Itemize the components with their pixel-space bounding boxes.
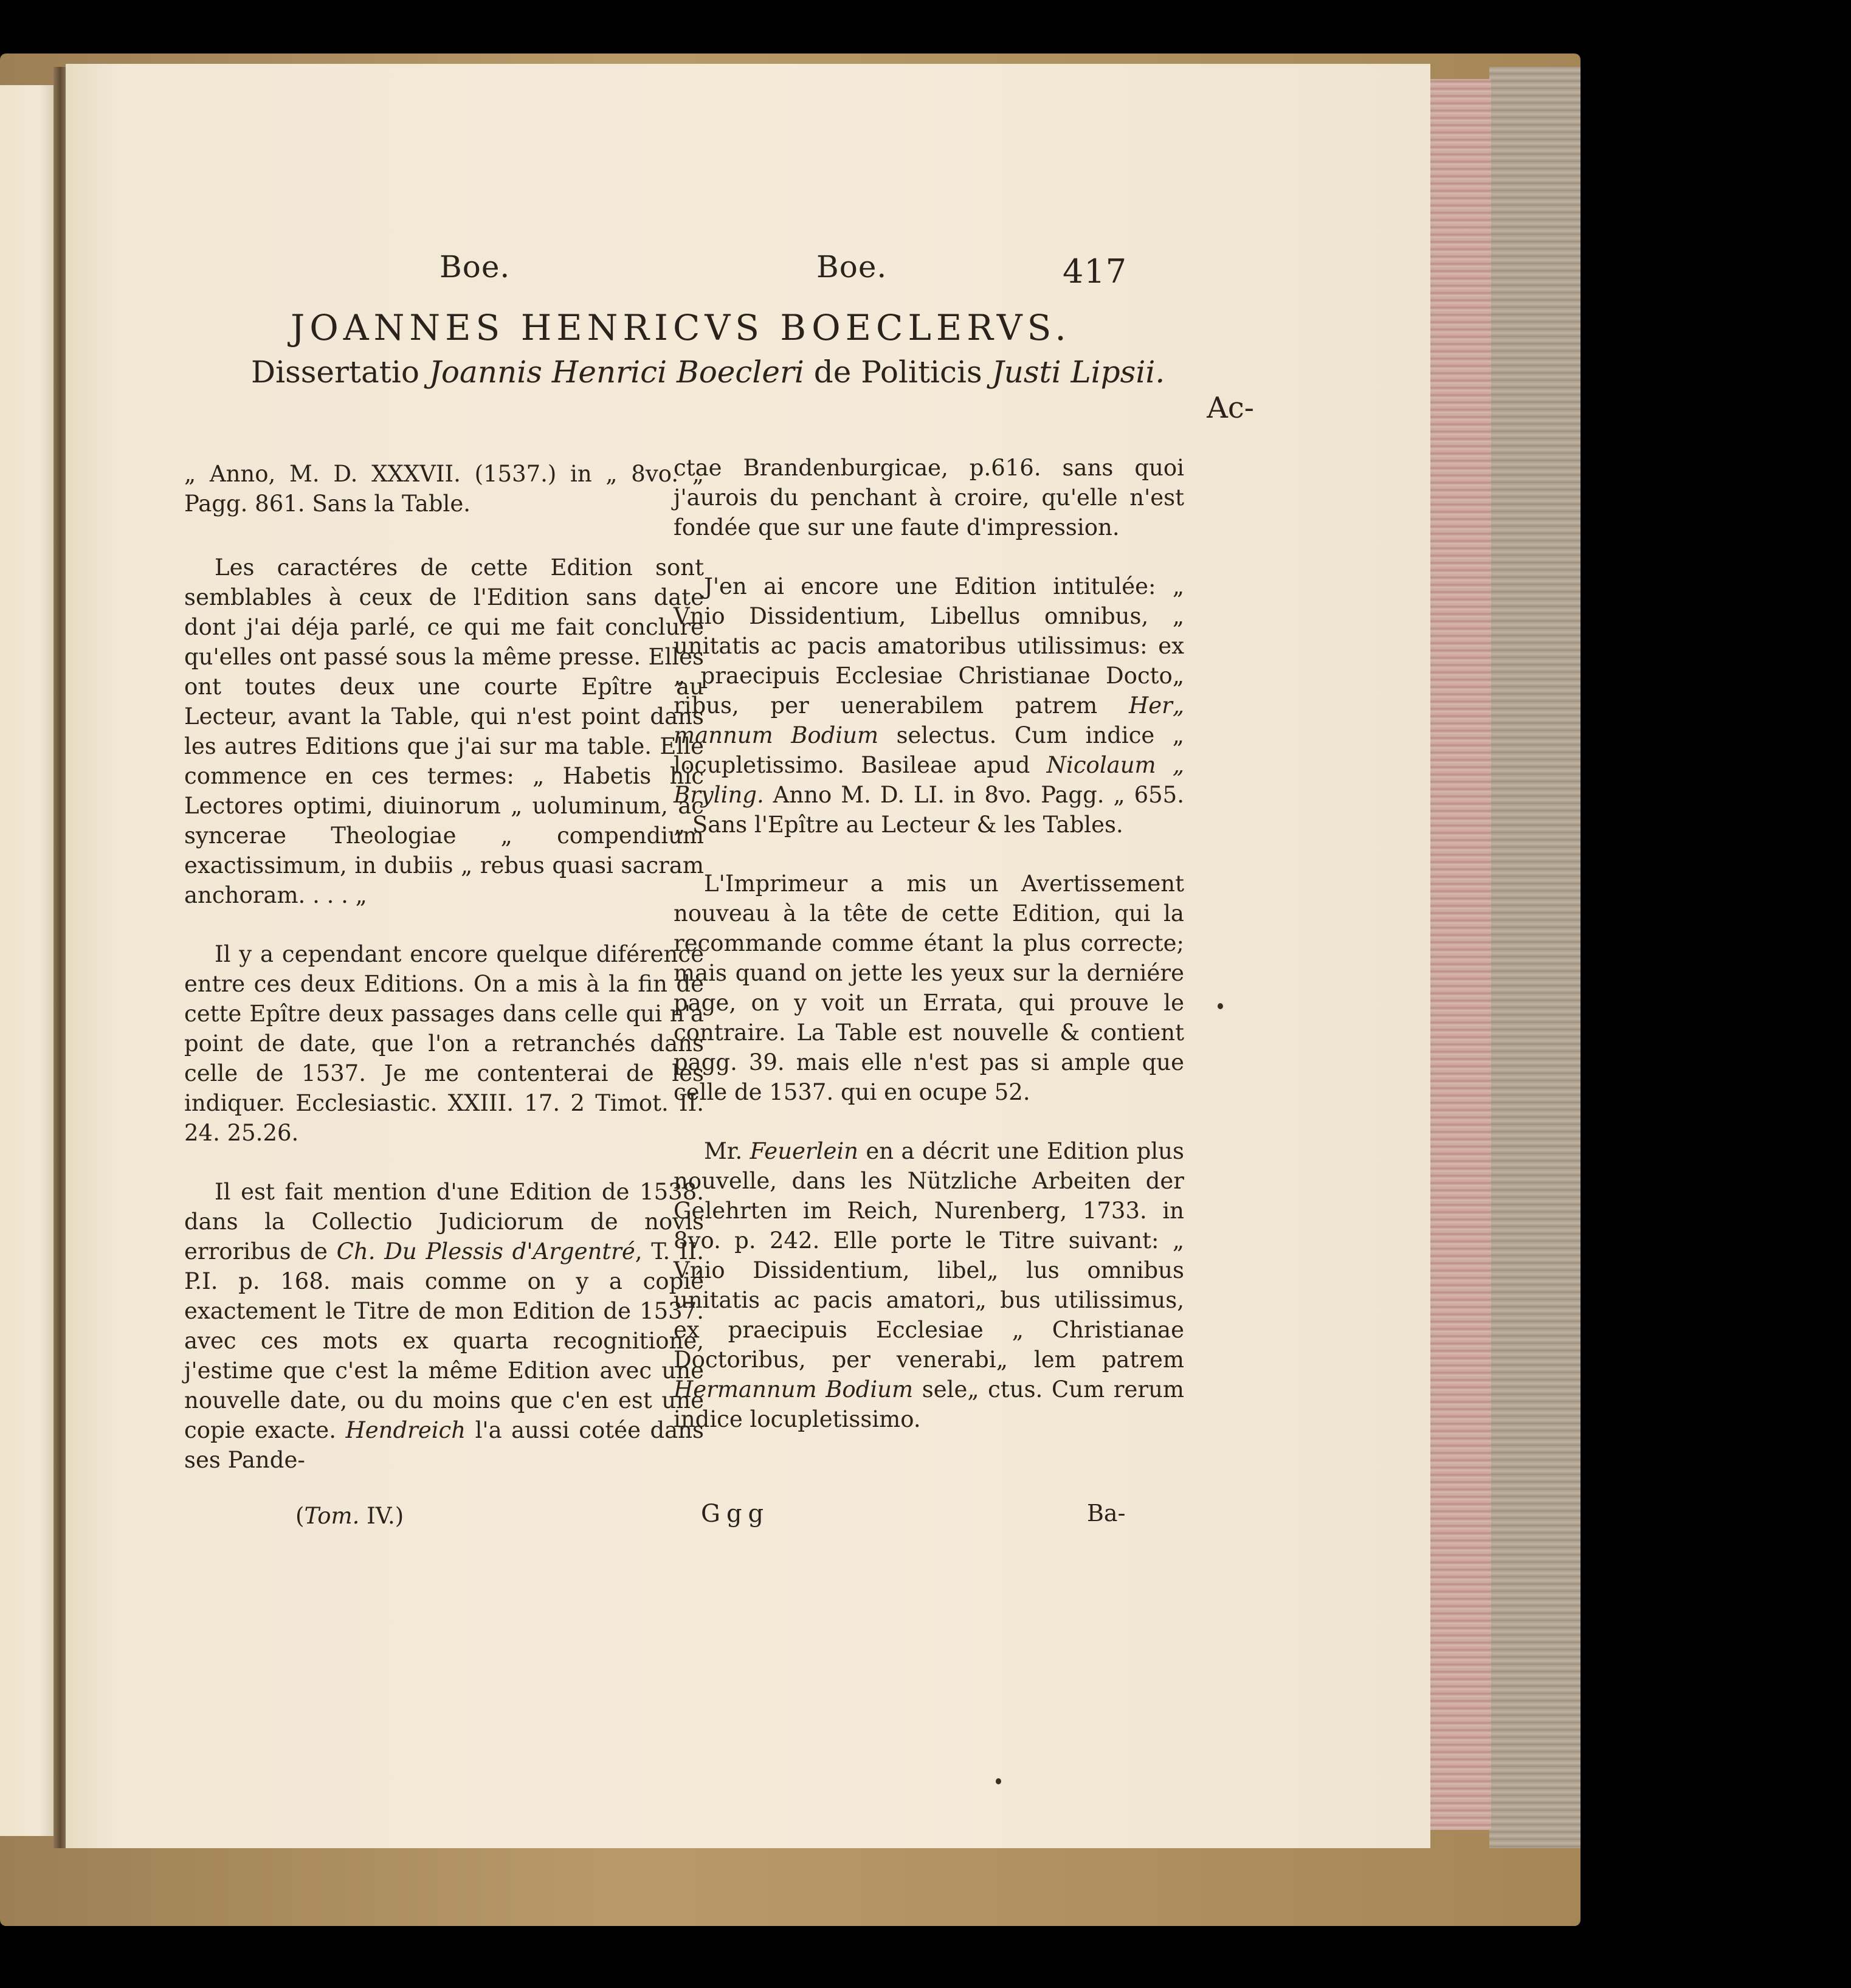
right-p2-printer-italic: Nicolaum „ Bryling. <box>674 752 1184 808</box>
subtitle-text-1: Dissertatio <box>251 354 429 390</box>
right-p2-name-italic: Her„ mannum Bodium <box>674 692 1184 748</box>
paper-spot <box>996 1778 1001 1784</box>
left-p4-author-italic: Ch. Du Plessis d'Argentré <box>336 1238 635 1265</box>
footer-volume <box>295 1503 404 1529</box>
entry-subtitle <box>251 354 1165 390</box>
footer-catchword: Ba- <box>1087 1500 1126 1527</box>
left-paragraph-4 <box>184 1177 704 1475</box>
right-p2-text-e: Anno M. D. LI. in 8vo. Pagg. „ 655. „ Sans l'Epître au Lecteur & les Tables. <box>674 782 1184 838</box>
left-page-sliver <box>0 85 56 1836</box>
left-p4-text-e: l'a aussi cotée dans ses Pande- <box>184 1417 705 1473</box>
running-head-center: Boe. <box>816 249 888 285</box>
right-p2-text-a: J'en ai encore une Edition intitulée: „ Vnio Dissidentium, Libellus omnibus, „ unitatis ac pacis amatoribus utilissimus: ex „ praecipuis Ecclesiae Christianae Docto„ ribus, per uenerabilem patrem <box>674 573 1184 719</box>
paper-spot <box>1218 1003 1223 1009</box>
subtitle-text-2: de Politicis <box>804 354 992 390</box>
page-fore-edge <box>1429 79 1491 1830</box>
right-paragraph-2 <box>674 571 1184 840</box>
right-p4-name-italic: Hermannum Bodium <box>674 1376 914 1403</box>
footer-signature: Ggg <box>701 1500 770 1528</box>
footer-tom-italic: Tom. <box>304 1503 360 1529</box>
subtitle-subject-name: Justi Lipsii. <box>991 354 1165 390</box>
right-paragraph-3: L'Imprimeur a mis un Avertissement nouveau à la tête de cette Edition, qui la recommande comme étant la plus correcte; mais quand on jette les yeux sur la derniére page, on y voit un Errata, qui prouve le contraire. La Table est nouvelle & contient pagg. 39. mais elle n'est pas si ample que celle de 1537. qui en ocupe 52. <box>674 871 1184 1105</box>
entry-title: JOANNES HENRICVS BOECLERVS. <box>291 307 1071 348</box>
left-column <box>184 459 704 1504</box>
page-number: 417 <box>1063 252 1128 291</box>
left-p4-name-italic: Hendreich <box>345 1417 466 1443</box>
subtitle-author-name: Joannis Henrici Boecleri <box>429 354 804 390</box>
left-paragraph-2: Les caractéres de cette Edition sont semblables à ceux de l'Edition sans date dont j'ai déja parlé, ce qui me fait conclure qu'elles ont passé sous la même presse. Elles ont toutes deux une courte Epître au Lecteur, avant la Table, qui n'est point dans les autres Editions que j'ai sur ma table. Elle commence en ces termes: „ Habetis hic Lectores optimi, diuinorum „ uoluminum, ac syncerae Theologiae „ compendium exactissimum, in dubiis „ rebus quasi sacram anchoram. . . . „ <box>184 554 704 908</box>
right-p4-author-italic: Feuerlein <box>750 1138 859 1164</box>
left-p4-text-c: , T. II. P.I. p. 168. mais comme on y a copié exactement le Titre de mon Edition de 1537. avec ces mots ex quarta recognitione, j'estime que c'est la même Edition avec une nouvelle date, ou du moins que c'en est une copie exacte. <box>184 1238 705 1443</box>
left-p4-text-a: Il est fait mention d'une Edition de 1538. dans la Collectio Judiciorum de novis erroribus de <box>184 1179 704 1265</box>
footer-paren: ( <box>295 1503 305 1529</box>
right-page <box>66 64 1430 1848</box>
left-paragraph-1: „ Anno, M. D. XXXVII. (1537.) in „ 8vo. „ Pagg. 861. Sans la Table. <box>184 461 704 517</box>
catchword-top: Ac- <box>1207 391 1254 425</box>
right-p4-text-e: sele„ ctus. Cum rerum indice locupletissimo. <box>674 1376 1184 1432</box>
cover-board-edge <box>1489 67 1580 1848</box>
right-paragraph-1: ctae Brandenburgicae, p.616. sans quoi j'aurois du penchant à croire, qu'elle n'est fondée que sur une faute d'impression. <box>674 455 1184 540</box>
running-head-left: Boe. <box>439 249 511 285</box>
left-paragraph-3: Il y a cependant encore quelque diférence entre ces deux Editions. On a mis à la fin de cette Epître deux passages dans celle qui n'a point de date, que l'on a retranchés dans celle de 1537. Je me contenterai de les indiquer. Ecclesiastic. XXIII. 17. 2 Timot. II. 24. 25.26. <box>184 941 704 1146</box>
right-p4-text-a: Mr. <box>704 1138 750 1164</box>
footer-volume-number: IV.) <box>359 1503 404 1529</box>
right-p2-text-c: selectus. Cum indice „ locupletissimo. Basileae apud <box>674 722 1184 778</box>
right-paragraph-4 <box>674 1136 1184 1434</box>
right-column <box>674 453 1184 1463</box>
right-p4-text-c: en a décrit une Edition plus nouvelle, dans les Nützliche Arbeiten der Gelehrten im Reich, Nurenberg, 1733. in 8vo. p. 242. Elle porte le Titre suivant: „ Vnio Dissidentium, libel„ lus omnibus unitatis ac pacis amatori„ bus utilissimus, ex praecipuis Ecclesiae „ Christianae Doctoribus, per venerabi„ lem patrem <box>674 1138 1184 1373</box>
book-gutter <box>53 67 67 1848</box>
